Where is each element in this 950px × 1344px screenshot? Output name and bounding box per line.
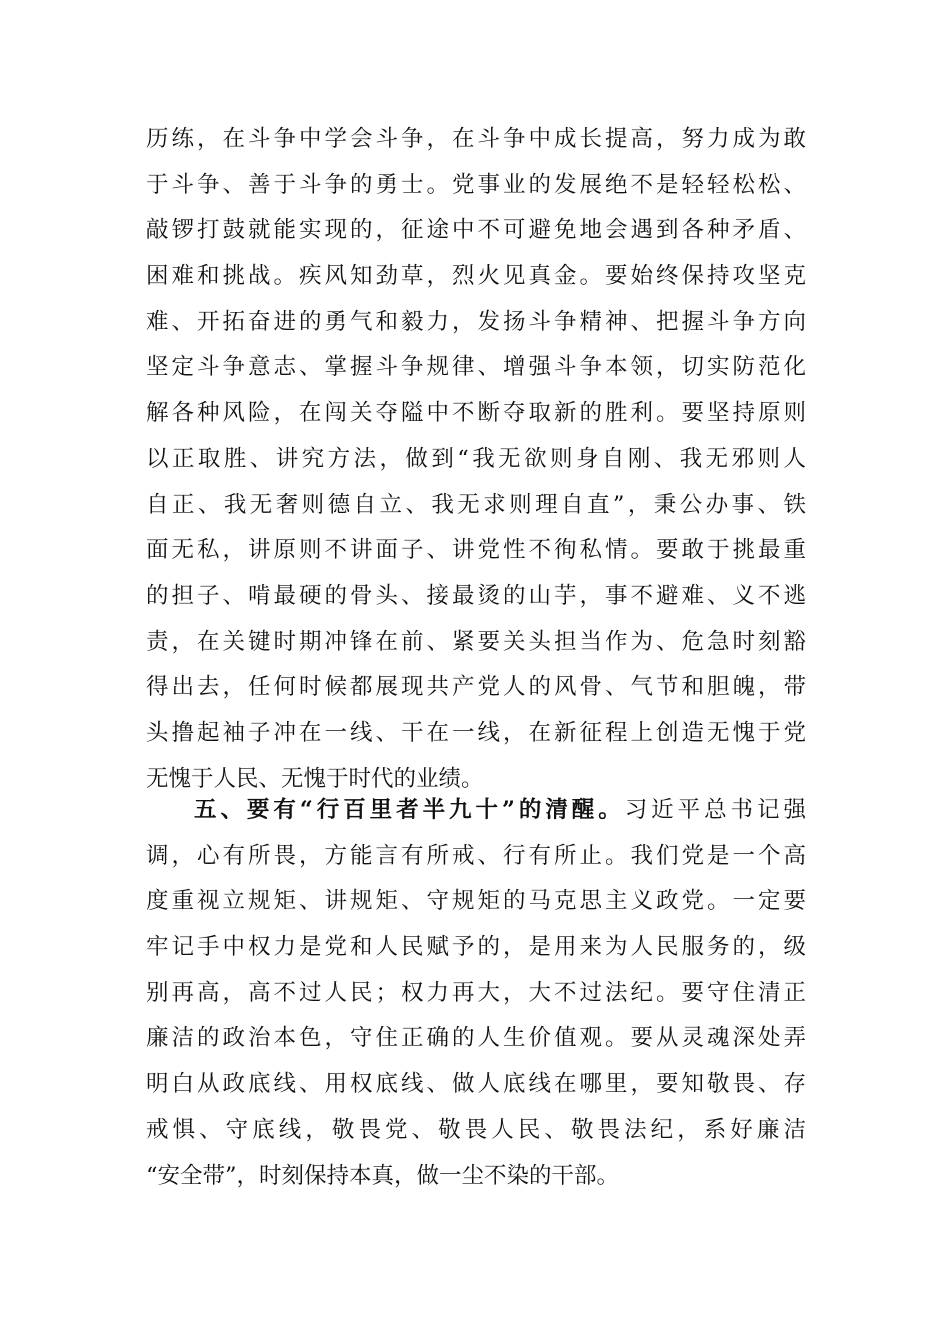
paragraph-2-line: 廉洁的政治本色，守住正确的人生价值观。要从灵魂深处弄 [146, 1025, 806, 1052]
paragraph-1-line: 自正、我无奢则德自立、我无求则理自直”，秉公办事、铁 [146, 491, 806, 518]
paragraph-2-line: “安全带”，时刻保持本真，做一尘不染的干部。 [146, 1162, 620, 1189]
paragraph-1-line: 无愧于人民、无愧于时代的业绩。 [146, 765, 484, 792]
paragraph-2-line: 牢记手中权力是党和人民赋予的，是用来为人民服务的，级 [146, 934, 806, 961]
paragraph-1-line: 得出去，任何时候都展现共产党人的风骨、气节和胆魄，带 [146, 674, 806, 701]
paragraph-2 [146, 788, 806, 1199]
paragraph-1 [146, 117, 806, 802]
paragraph-1-line: 坚定斗争意志、掌握斗争规律、增强斗争本领，切实防范化 [146, 354, 806, 381]
paragraph-1-line: 头撸起袖子冲在一线、干在一线，在新征程上创造无愧于党 [146, 719, 806, 746]
paragraph-1-line: 责，在关键时期冲锋在前、紧要关头担当作为、危急时刻豁 [146, 628, 806, 655]
section-heading: 五、要有“行百里者半九十”的清醒。 [194, 797, 625, 823]
paragraph-1-line: 面无私，讲原则不讲面子、讲党性不徇私情。要敢于挑最重 [146, 537, 806, 564]
paragraph-2-line: 度重视立规矩、讲规矩、守规矩的马克思主义政党。一定要 [146, 888, 806, 915]
paragraph-2-line: 明白从政底线、用权底线、做人底线在哪里，要知敬畏、存 [146, 1071, 806, 1098]
paragraph-1-line: 解各种风险，在闯关夺隘中不断夺取新的胜利。要坚持原则 [146, 400, 806, 427]
paragraph-2-line: 戒惧、守底线，敬畏党、敬畏人民、敬畏法纪，系好廉洁 [146, 1116, 806, 1143]
paragraph-1-line: 历练，在斗争中学会斗争，在斗争中成长提高，努力成为敢 [146, 126, 806, 152]
paragraph-2-line: 调，心有所畏，方能言有所戒、行有所止。我们党是一个高 [146, 842, 806, 869]
paragraph-2-first-line [146, 788, 806, 834]
paragraph-1-line: 敲锣打鼓就能实现的，征途中不可避免地会遇到各种矛盾、 [146, 217, 806, 244]
paragraph-1-line: 困难和挑战。疾风知劲草，烈火见真金。要始终保持攻坚克 [146, 263, 806, 290]
paragraph-1-line: 的担子、啃最硬的骨头、接最烫的山芋，事不避难、义不逃 [146, 582, 806, 609]
paragraph-1-line: 难、开拓奋进的勇气和毅力，发扬斗争精神、把握斗争方向 [146, 308, 806, 335]
paragraph-1-line: 于斗争、善于斗争的勇士。党事业的发展绝不是轻轻松松、 [146, 171, 806, 198]
paragraph-2-first-line-text: 习近平总书记强 [624, 797, 806, 823]
paragraph-2-line: 别再高，高不过人民；权力再大，大不过法纪。要守住清正 [146, 979, 806, 1006]
paragraph-1-line: 以正取胜、讲究方法，做到“我无欲则身自刚、我无邪则人 [146, 445, 806, 472]
